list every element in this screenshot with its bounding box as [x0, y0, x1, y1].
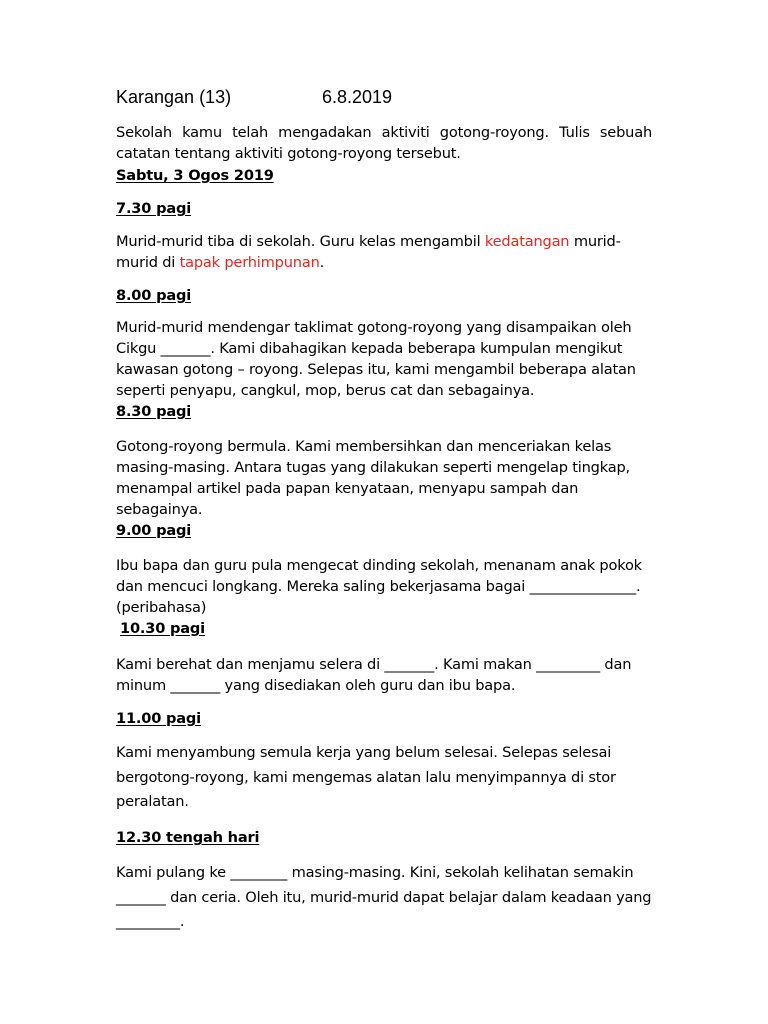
time-heading-1100: 11.00 pagi	[116, 710, 201, 727]
entry-text-part: murid-murid di	[116, 233, 621, 271]
entry-paragraph-0800: Murid-murid mendengar taklimat gotong-royong yang disampaikan oleh Cikgu _______. Kami dibahagikan kepada beberapa kumpulan mengikut kawasan gotong – royong. Selepas itu, kami mengambil beberapa alatan seperti penyapu, cangkul, mop, berus cat dan sebagainya.	[116, 319, 636, 399]
time-heading-0830: 8.30 pagi	[116, 403, 192, 420]
time-heading-0800: 8.00 pagi	[116, 287, 192, 304]
document-header	[116, 86, 393, 108]
essay-date: 6.8.2019	[322, 87, 393, 107]
highlight-tapak-perhimpunan: tapak perhimpunan	[179, 254, 320, 271]
essay-title: Karangan (13)	[116, 87, 232, 107]
time-heading-0900: 9.00 pagi	[116, 522, 192, 539]
time-heading-1030: 10.30 pagi	[120, 620, 205, 637]
entry-text-part: Murid-murid tiba di sekolah. Guru kelas mengambil	[116, 233, 485, 250]
time-heading-0730: 7.30 pagi	[116, 200, 192, 217]
entry-paragraph-0830: Gotong-royong bermula. Kami membersihkan dan menceriakan kelas masing-masing. Antara tugas yang dilakukan seperti mengelap tingkap, menampal artikel pada papan kenyataan, menyapu sampah dan sebagainya.	[116, 438, 630, 518]
entry-text-part: .	[319, 254, 325, 271]
highlight-kedatangan: kedatangan	[484, 233, 570, 250]
instruction-paragraph: Sekolah kamu telah mengadakan aktiviti gotong-royong. Tulis sebuah catatan tentang aktiviti gotong-royong tersebut.	[116, 124, 652, 162]
time-heading-1230: 12.30 tengah hari	[116, 829, 260, 846]
day-heading: Sabtu, 3 Ogos 2019	[116, 167, 274, 184]
entry-paragraph-0730	[116, 231, 652, 273]
entry-paragraph-1100: Kami menyambung semula kerja yang belum selesai. Selepas selesai bergotong-royong, kami mengemas alatan lalu menyimpannya di stor peralatan.	[116, 744, 616, 810]
entry-paragraph-0900: Ibu bapa dan guru pula mengecat dinding sekolah, menanam anak pokok dan mencuci longkang. Mereka saling bekerjasama bagai _______________. (peribahasa)	[116, 557, 642, 616]
entry-paragraph-1030: Kami berehat dan menjamu selera di _______. Kami makan _________ dan minum _______ yang disediakan oleh guru dan ibu bapa.	[116, 656, 632, 694]
entry-paragraph-1230: Kami pulang ke ________ masing-masing. Kini, sekolah kelihatan semakin _______ dan ceria. Oleh itu, murid-murid dapat belajar dalam keadaan yang _________.	[116, 864, 652, 930]
